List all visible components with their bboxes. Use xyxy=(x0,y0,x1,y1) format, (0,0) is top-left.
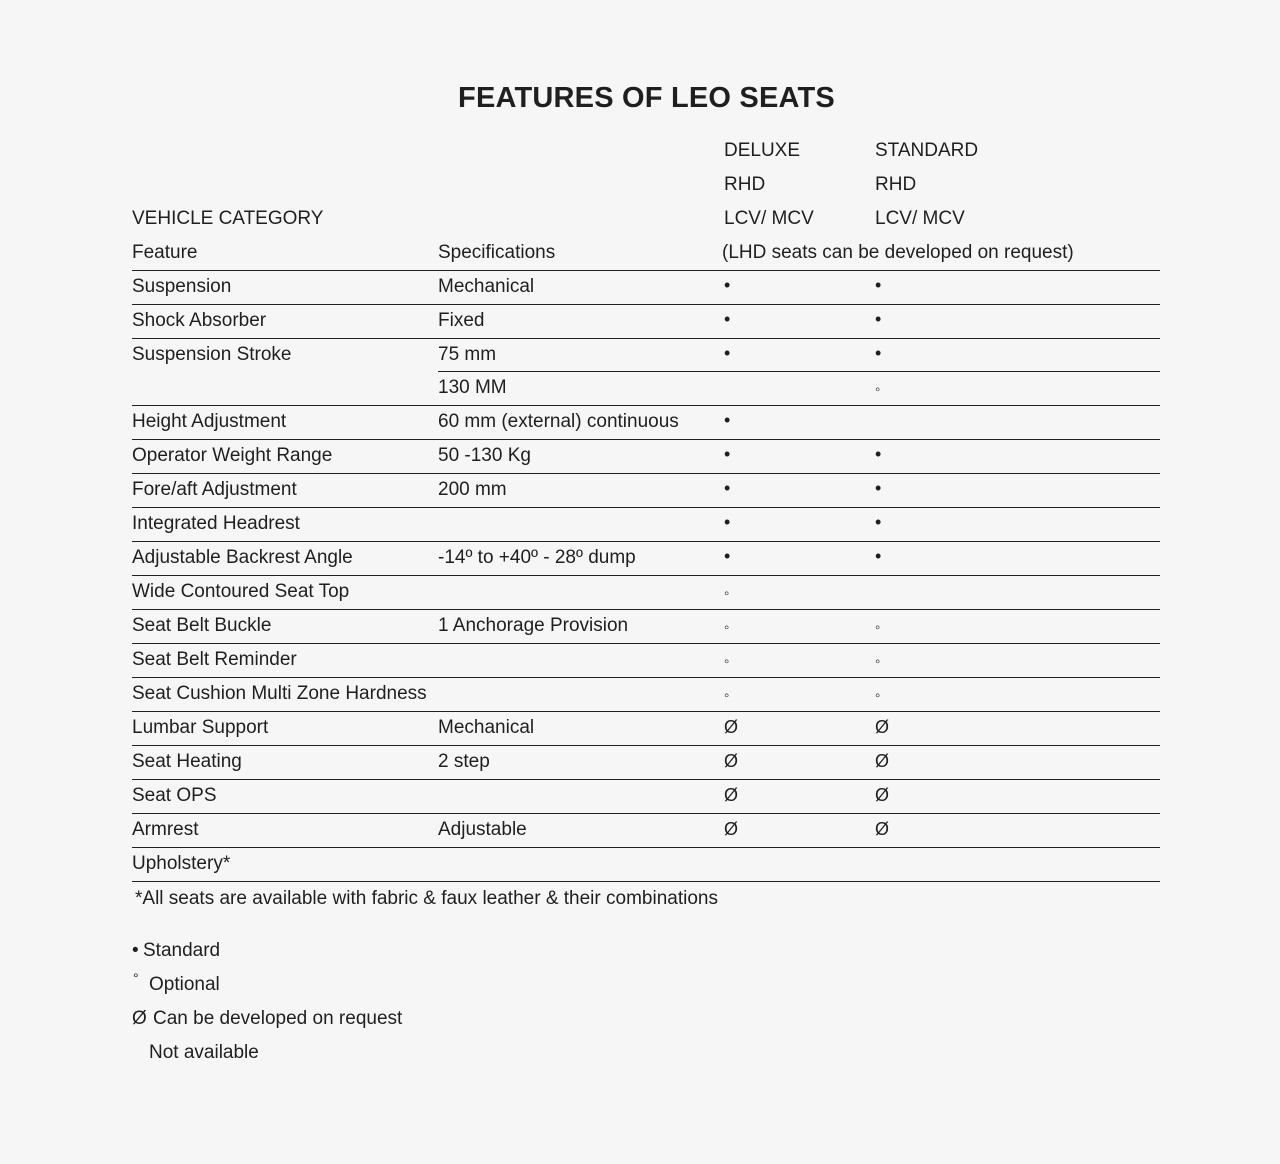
spec-cell: -14º to +40º - 28º dump xyxy=(438,547,636,568)
spec-cell: 2 step xyxy=(438,751,490,772)
table-row xyxy=(132,610,1160,644)
table-row xyxy=(132,305,1160,339)
spec-cell: 200 mm xyxy=(438,479,507,500)
table-row xyxy=(132,814,1160,848)
feature-cell: Seat Heating xyxy=(132,751,242,772)
header-row-columns xyxy=(132,236,1160,271)
deluxe-cell: Ø xyxy=(724,717,739,737)
feature-cell: Armrest xyxy=(132,819,199,840)
standard-category: LCV/ MCV xyxy=(875,208,965,229)
standard-cell: • xyxy=(875,444,882,464)
table-row xyxy=(132,576,1160,610)
table-row xyxy=(132,271,1160,305)
legend-label: Not available xyxy=(149,1042,259,1063)
spec-column-header: Specifications xyxy=(438,242,556,263)
table-row xyxy=(132,440,1160,474)
spec-cell: Mechanical xyxy=(438,276,535,297)
standard-variant: STANDARD xyxy=(875,140,979,161)
standard-drive: RHD xyxy=(875,174,917,195)
deluxe-cell: • xyxy=(724,275,731,295)
standard-dot-icon: • xyxy=(132,940,139,961)
standard-cell: • xyxy=(875,512,882,532)
standard-cell: Ø xyxy=(875,819,890,839)
spec-cell: Fixed xyxy=(438,310,485,331)
standard-cell: ◦ xyxy=(875,619,881,636)
table-row xyxy=(132,406,1160,440)
standard-cell: • xyxy=(875,546,882,566)
feature-cell: Shock Absorber xyxy=(132,310,267,331)
feature-cell: Suspension Stroke xyxy=(132,344,292,365)
deluxe-cell: • xyxy=(724,478,731,498)
lhd-note: (LHD seats can be developed on request) xyxy=(722,242,1074,263)
page-title: FEATURES OF LEO SEATS xyxy=(458,82,835,114)
deluxe-cell: Ø xyxy=(724,785,739,805)
deluxe-cell: • xyxy=(724,410,731,430)
deluxe-cell: ◦ xyxy=(724,585,730,602)
standard-cell: Ø xyxy=(875,751,890,771)
table-row xyxy=(132,339,1160,372)
standard-cell: • xyxy=(875,309,882,329)
deluxe-cell: • xyxy=(724,512,731,532)
table-row xyxy=(132,746,1160,780)
spec-cell: 50 -130 Kg xyxy=(438,445,531,466)
deluxe-cell: • xyxy=(724,309,731,329)
deluxe-cell: • xyxy=(724,444,731,464)
feature-cell: Seat Cushion Multi Zone Hardness xyxy=(132,683,427,704)
spec-cell: 130 MM xyxy=(438,377,507,398)
deluxe-category: LCV/ MCV xyxy=(724,208,814,229)
standard-cell: Ø xyxy=(875,717,890,737)
deluxe-cell: ◦ xyxy=(724,653,730,670)
standard-cell: ◦ xyxy=(875,381,881,398)
standard-cell: ◦ xyxy=(875,687,881,704)
feature-cell: Height Adjustment xyxy=(132,411,287,432)
table-row xyxy=(132,474,1160,508)
deluxe-cell: • xyxy=(724,343,731,363)
spec-cell: 75 mm xyxy=(438,344,497,365)
feature-cell: Upholstery* xyxy=(132,853,231,874)
legend-label: Standard xyxy=(143,940,221,961)
table-row xyxy=(132,542,1160,576)
feature-rows xyxy=(132,271,1160,882)
feature-cell: Seat Belt Reminder xyxy=(132,649,297,670)
spec-cell: 1 Anchorage Provision xyxy=(438,615,629,636)
feature-column-header: Feature xyxy=(132,242,198,263)
legend-label: Optional xyxy=(149,974,220,995)
on-request-icon: Ø xyxy=(132,1008,147,1029)
header-row-variant xyxy=(132,134,1160,168)
table-row xyxy=(132,712,1160,746)
vehicle-category-label: VEHICLE CATEGORY xyxy=(132,208,324,229)
deluxe-cell: • xyxy=(724,546,731,566)
standard-cell: • xyxy=(875,478,882,498)
standard-cell: • xyxy=(875,343,882,363)
feature-cell: Fore/aft Adjustment xyxy=(132,479,297,500)
standard-cell: ◦ xyxy=(875,653,881,670)
table-row xyxy=(132,508,1160,542)
header-row-category xyxy=(132,202,1160,236)
feature-cell: Wide Contoured Seat Top xyxy=(132,581,350,602)
feature-cell: Operator Weight Range xyxy=(132,445,333,466)
spec-cell: Mechanical xyxy=(438,717,535,738)
feature-cell: Suspension xyxy=(132,276,232,297)
footnote: *All seats are available with fabric & faux leather & their combinations xyxy=(135,888,718,909)
legend-label: Can be developed on request xyxy=(153,1008,403,1029)
deluxe-cell: Ø xyxy=(724,751,739,771)
deluxe-cell: Ø xyxy=(724,819,739,839)
table-row xyxy=(132,780,1160,814)
feature-cell: Integrated Headrest xyxy=(132,513,300,534)
feature-cell: Adjustable Backrest Angle xyxy=(132,547,353,568)
feature-cell: Seat OPS xyxy=(132,785,217,806)
optional-circle-icon: ° xyxy=(133,970,139,986)
deluxe-drive: RHD xyxy=(724,174,766,195)
table-row xyxy=(132,372,1160,406)
features-table xyxy=(132,134,1160,882)
header-row-drive xyxy=(132,168,1160,202)
deluxe-variant: DELUXE xyxy=(724,140,801,161)
standard-cell: • xyxy=(875,275,882,295)
standard-cell: Ø xyxy=(875,785,890,805)
spec-cell: Adjustable xyxy=(438,819,527,840)
feature-cell: Lumbar Support xyxy=(132,717,269,738)
deluxe-cell: ◦ xyxy=(724,619,730,636)
deluxe-cell: ◦ xyxy=(724,687,730,704)
table-row xyxy=(132,644,1160,678)
table-row xyxy=(132,848,1160,882)
spec-cell: 60 mm (external) continuous xyxy=(438,411,679,432)
table-row xyxy=(132,678,1160,712)
feature-cell: Seat Belt Buckle xyxy=(132,615,272,636)
